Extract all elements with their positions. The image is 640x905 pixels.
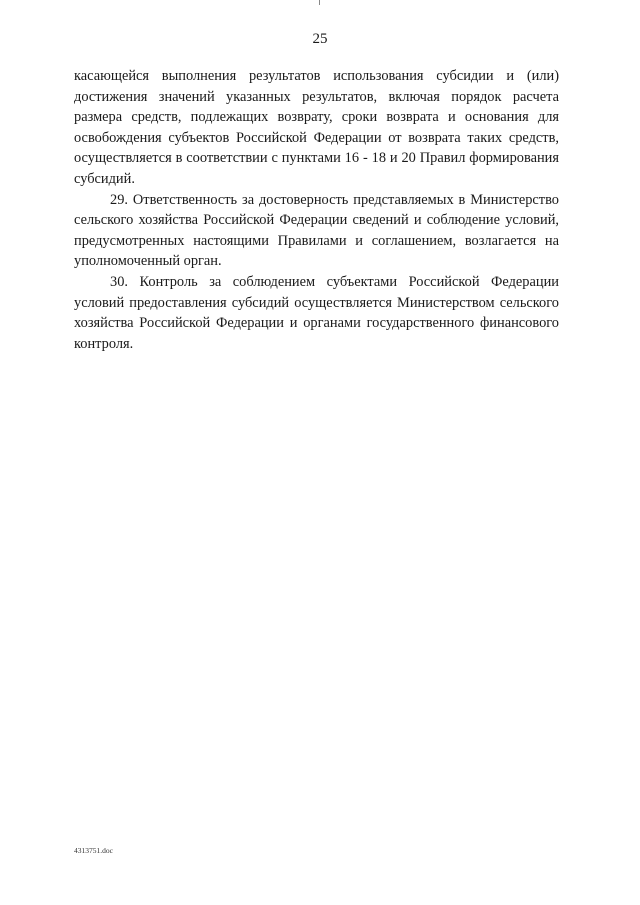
footer-filename: 4313751.doc (74, 846, 113, 855)
paragraph-continuation: касающейся выполнения результатов использования субсидии и (или) достижения значений указанных результатов, включая порядок расчета размера средств, подлежащих возврату, сроки возврата и основания для освобождения субъектов Российской Федерации от возврата таких средств, осуществляется в соответствии с пунктами 16 - 18 и 20 Правил формирования субсидий. (74, 68, 559, 187)
document-body (74, 66, 559, 354)
paragraph-item-29: 29. Ответственность за достоверность представляемых в Министерство сельского хозяйства Российской Федерации сведений и соблюдение условий, предусмотренных настоящими Правилами и соглашением, возлагается на уполномоченный орган. (74, 191, 559, 270)
top-edge-mark (319, 0, 320, 5)
paragraph-item-30: 30. Контроль за соблюдением субъектами Российской Федерации условий предоставления субсидий осуществляется Министерством сельского хозяйства Российской Федерации и органами государственного финансового контроля. (74, 273, 559, 352)
page-number: 25 (312, 31, 328, 47)
